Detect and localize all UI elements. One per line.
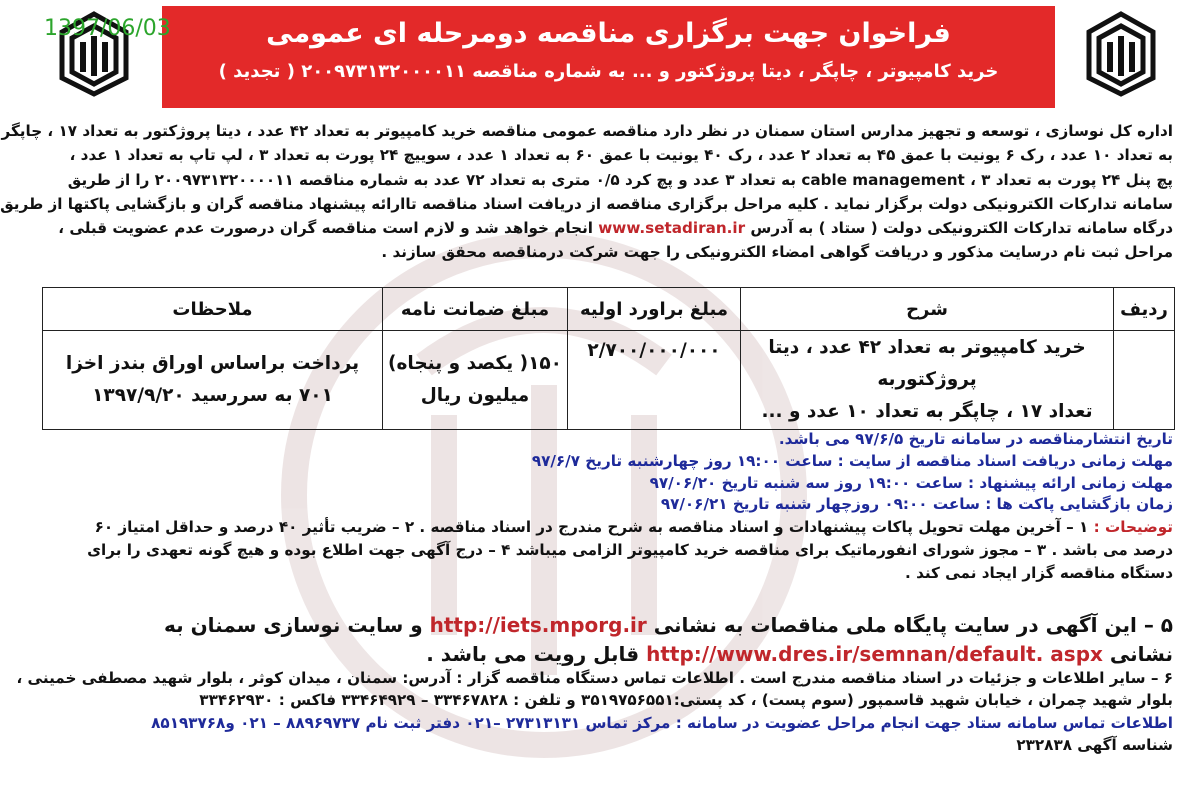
cell-line: ۱۵۰( یکصد و پنجاه): [388, 353, 562, 374]
iets-link[interactable]: http://iets.mporg.ir: [429, 613, 647, 637]
intro-line: مراحل ثبت نام درسایت مذکور و دریافت گواهی امضاء الکترونیکی را جهت شرکت درمناقصه محقق سازند .: [381, 243, 1173, 262]
bid-deadline: مهلت زمانی ارائه پیشنهاد : ساعت ۱۹:۰۰ روز سه شنبه تاریخ ۹۷/۰۶/۲۰: [649, 473, 1173, 492]
emblem-icon: [1081, 8, 1161, 98]
item5-text: نشانی: [1109, 641, 1173, 666]
notes-label: توضیحات :: [1093, 518, 1173, 536]
notes-line: درصد می باشد . ۳ – مجوز شورای انفورماتیک برای مناقصه خرید کامپیوتر الزامی میباشد ۴ – درج آگهی جهت اطلاع بوده و هیچ گونه تعهدی را برای: [87, 541, 1173, 559]
ad-id: شناسه آگهی ۲۳۲۸۳۸: [1016, 736, 1173, 755]
item5-section: [42, 611, 1173, 668]
doc-deadline: مهلت زمانی دریافت اسناد مناقصه از سایت : ساعت ۱۹:۰۰ روز چهارشنبه تاریخ ۹۷/۶/۷: [531, 451, 1173, 470]
intro-text: درگاه سامانه تدارکات الکترونیکی دولت ( ستاد ) به آدرس: [750, 219, 1173, 238]
notes-text: ۱ – آخرین مهلت تحویل پاکات پیشنهادات و اسناد مناقصه به شرح مندرج در اسناد مناقصه . ۲ – ضریب تأثیر ۴۰ درصد و حداقل امتیاز ۶۰: [94, 518, 1089, 536]
cell-description: [741, 331, 1114, 430]
notes-line: دستگاه مناقصه گزار ایجاد نمی کند .: [905, 564, 1173, 582]
intro-text: انجام خواهد شد و لازم است مناقصه گران درصورت عدم عضویت قبلی ،: [58, 219, 593, 238]
setad-contact-line: اطلاعات تماس سامانه ستاد جهت انجام مراحل عضویت در سامانه : مرکز تماس ۲۷۳۱۳۱۳۱ –۰۲۱ دفتر ثبت نام ۸۸۹۶۹۷۳۷ – ۰۲۱ و۸۵۱۹۳۷۶۸: [151, 713, 1173, 732]
cell-estimate: ۲/۷۰۰/۰۰۰/۰۰۰: [568, 331, 741, 430]
item5-text: ۵ – این آگهی در سایت پایگاه ملی مناقصات به نشانی: [653, 613, 1173, 637]
intro-line: [42, 216, 1173, 240]
dres-link[interactable]: http://www.dres.ir/semnan/default. aspx: [646, 641, 1103, 666]
setad-link[interactable]: www.setadiran.ir: [598, 219, 746, 238]
page-subtitle: خرید کامپیوتر ، چاپگر ، دیتا پروژکتور و ... به شماره مناقصه ۲۰۰۹۷۳۱۳۲۰۰۰۰۱۱ ( تجدید ): [218, 61, 999, 82]
col-guarantee: مبلغ ضمانت نامه: [383, 288, 568, 331]
item5-line: [42, 611, 1173, 640]
contact-line: ۶ – سایر اطلاعات و جزئیات در اسناد مناقصه مندرج است . اطلاعات تماس دستگاه مناقصه گزار : آدرس: سمنان ، میدان کوثر ، بلوار شهید مصطفی خمینی ،: [16, 669, 1173, 687]
opening-date: زمان بازگشایی پاکت ها : ساعت ۰۹:۰۰ روزچهار شنبه تاریخ ۹۷/۰۶/۲۱: [660, 495, 1173, 514]
item5-text: قابل رویت می باشد .: [426, 641, 640, 666]
col-estimate: مبلغ براورد اولیه: [568, 288, 741, 331]
intro-line: به تعداد ۱۰ عدد ، رک ۶ یونیت با عمق ۴۵ به تعداد ۲ عدد ، رک ۴۰ یونیت با عمق ۶۰ به تعداد ۱ عدد ، سوییچ ۲۴ پورت به تعداد ۳ ، لپ تاپ به تعداد ۱ عدد ،: [69, 146, 1173, 165]
item5-line: [42, 640, 1173, 669]
table-row: [43, 331, 1175, 430]
contact-section: [16, 667, 1173, 757]
col-remarks: ملاحظات: [43, 288, 383, 331]
table-header-row: [43, 288, 1175, 331]
page-title: فراخوان جهت برگزاری مناقصه دومرحله ای عمومی: [266, 18, 951, 49]
notes-line: [42, 516, 1173, 539]
cell-guarantee: [383, 331, 568, 430]
notes-section: [42, 516, 1173, 585]
date-stamp: 1397/06/03: [44, 16, 171, 41]
cell-line: تعداد ۱۷ ، چاپگر به تعداد ۱۰ عدد و ...: [761, 401, 1093, 422]
contact-line: بلوار شهید چمران ، خیابان شهید قاسمپور (سوم پست) ، کد پستی:۳۵۱۹۷۵۶۵۵۱ و تلفن : ۳۳۴۶۷۸۲۸ – ۳۳۴۶۴۹۲۹ فاکس : ۳۳۴۶۲۹۳۰: [199, 691, 1173, 710]
intro-line: سامانه تدارکات الکترونیکی دولت برگزار نماید . کلیه مراحل برگزاری مناقصه از دریافت اسناد مناقصه تاارائه پیشنهاد مناقصه گران و بازگشایی پاکتها از طریق: [0, 194, 1173, 213]
item5-text: و سایت نوسازی سمنان به: [163, 613, 423, 637]
tender-table: [42, 287, 1175, 430]
cell-line: خرید کامپیوتر به تعداد ۴۲ عدد ، دیتا پروژکتوربه: [768, 337, 1086, 390]
intro-line: اداره کل نوسازی ، توسعه و تجهیز مدارس استان سمنان در نظر دارد مناقصه عمومی مناقصه خرید کامپیوتر به تعداد ۴۲ عدد ، دیتا پروژکتور به تعداد ۱۷ ، چاپگر: [1, 122, 1173, 140]
cell-line: میلیون ریال: [420, 385, 530, 406]
intro-paragraph: [0, 119, 1173, 265]
cell-line: ۷۰۱ به سررسید ۱۳۹۷/۹/۲۰: [92, 385, 333, 406]
col-row-no: ردیف: [1114, 288, 1175, 331]
cell-line: پرداخت براساس اوراق بندز اخزا: [65, 353, 360, 374]
cell-remarks: [43, 331, 383, 430]
col-description: شرح: [741, 288, 1114, 331]
cell-row-no: [1114, 331, 1175, 430]
header-banner: [162, 6, 1055, 108]
intro-line: پچ پنل ۲۴ پورت به تعداد ۳ ، cable management به تعداد ۳ عدد و پچ کرد ۰/۵ متری به تعداد ۷۲ عدد به شماره مناقصه ۲۰۰۹۷۳۱۳۲۰۰۰۰۱۱ را از طریق: [67, 170, 1173, 189]
dates-section: [42, 429, 1173, 516]
publish-date: تاریخ انتشارمناقصه در سامانه تاریخ ۹۷/۶/۵ می باشد.: [778, 430, 1173, 448]
